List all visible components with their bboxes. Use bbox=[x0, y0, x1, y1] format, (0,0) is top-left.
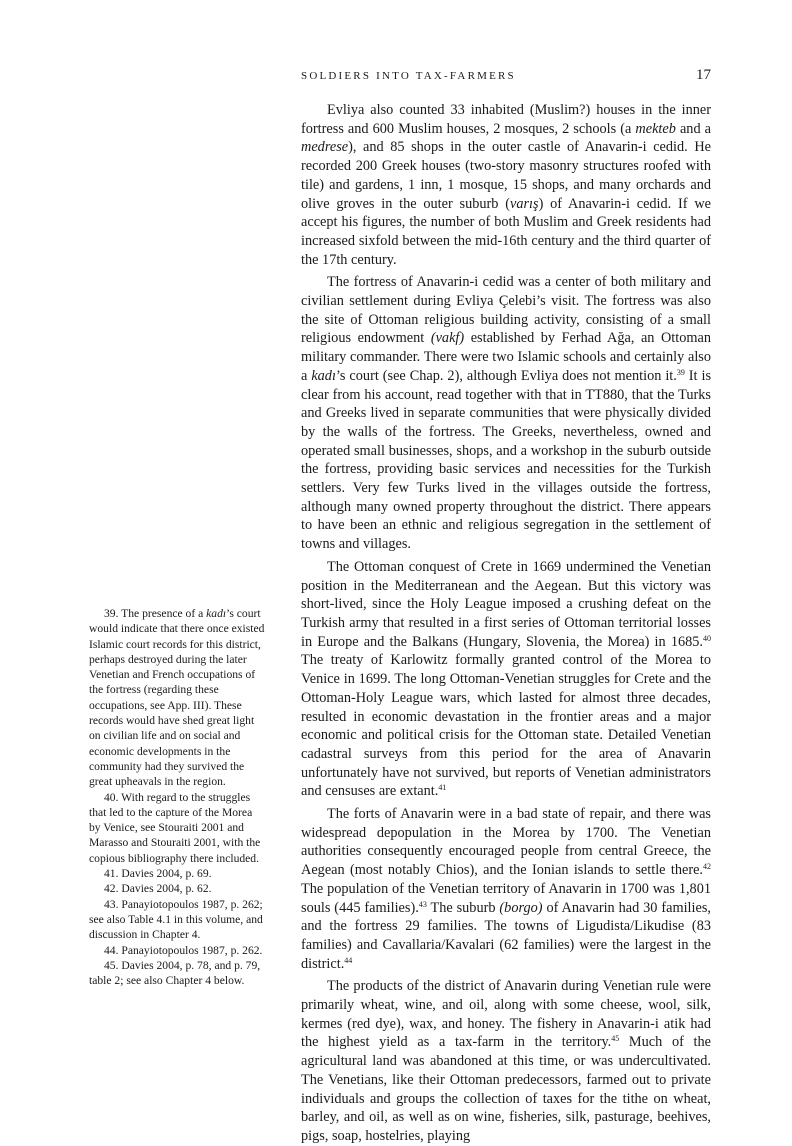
page-number: 17 bbox=[696, 67, 711, 83]
text-run: Evliya also counted 33 inhabited (Muslim?) houses in the inner fortress and 600 Muslim houses, 2 mosques, 2 schools (a bbox=[301, 102, 711, 137]
italic-term: kadı bbox=[311, 367, 336, 384]
body-paragraph bbox=[301, 273, 711, 554]
footnote-ref: 45 bbox=[611, 1034, 620, 1044]
text-run: of Anavarin had 30 families, and the fortress 29 families. The towns of Ligudista/Likudise (83 families) and Cavallaria/Kavalari (62 families) were the largest in the district. bbox=[301, 899, 711, 972]
text-run: 40. With regard to the struggles that led to the capture of the Morea by Venice, see Stouraiti 2001 and Marasso and Stouraiti 2001, with the copious bibliography there included. bbox=[89, 790, 261, 865]
footnote bbox=[89, 881, 265, 896]
text-run: ), and 85 shops in the outer castle of Anavarin-i cedid. He recorded 200 Greek houses (two-story masonry structures roofed with tile) and gardens, 1 inn, 1 mosque, 15 shops, and many orchards and olive groves in the outer suburb ( bbox=[301, 139, 711, 212]
italic-term: (borgo) bbox=[499, 899, 543, 916]
body-paragraph bbox=[301, 101, 711, 269]
footnote bbox=[89, 958, 265, 989]
text-run: 39. The presence of a bbox=[104, 607, 207, 620]
italic-term: varış bbox=[509, 195, 539, 212]
text-run: The products of the district of Anavarin during Venetian rule were primarily wheat, wine, and oil, along with some cheese, wool, silk, kermes (red dye), wax, and honey. The fishery in Anavarin-i atik had the highest yield as a tax-farm in the territory. bbox=[301, 978, 711, 1051]
text-run: established by Ferhad Ağa, an Ottoman military commander. There were two Islamic schools and certainly also a bbox=[301, 330, 711, 384]
italic-term: kadı bbox=[206, 607, 227, 620]
footnote bbox=[89, 866, 265, 881]
text-run: 44. Panayiotopoulos 1987, p. 262. bbox=[104, 943, 263, 957]
text-run: It is clear from his account, read together with that in TT880, that the Turks and Greeks lived in separate communities that were physically divided by the walls of the fortress. The Greeks, nevertheless, owned and operated small businesses, shops, and a workshop in the suburb outside the fortress, providing basic services and necessities for the Turkish settlers. Very few Turks lived in the villages outside the fortress, although many owned property throughout the district. There appears to have been an ethnic and religious segregation in the settlement of towns and villages. bbox=[301, 367, 712, 553]
body-paragraph bbox=[301, 805, 711, 973]
text-run: 41. Davies 2004, p. 69. bbox=[104, 867, 212, 881]
footnote bbox=[89, 943, 265, 958]
text-run: The Ottoman conquest of Crete in 1669 undermined the Venetian position in the Mediterranean and the Aegean. But this victory was short-lived, since the Holy League imposed a crushing defeat on the Turkish army that resulted in a first series of Ottoman territorial losses in Europe and the Balkans (Hungary, Slovenia, the Morea) in 1685. bbox=[301, 558, 711, 650]
footnote-ref: 40 bbox=[703, 633, 711, 643]
text-run: ’s court (see Chap. 2), although Evliya does not mention it. bbox=[335, 367, 677, 384]
text-run: 43. Panayiotopoulos 1987, p. 262; see also Table 4.1 in this volume, and discussion in Chapter 4. bbox=[89, 897, 263, 942]
body-paragraph bbox=[301, 977, 711, 1145]
italic-term: mekteb bbox=[635, 120, 676, 137]
italic-term: (vakf) bbox=[430, 330, 465, 347]
footnote-ref: 39 bbox=[676, 367, 685, 377]
footnote-ref: 41 bbox=[438, 783, 447, 793]
text-run: The treaty of Karlowitz formally granted control of the Morea to Venice in 1699. The long Ottoman-Venetian struggles for Crete and the Ottoman-Holy League wars, which lasted for almost three decades, resulted in economic devastation in the frontier areas and a major economic and political crisis for the Ottoman state. Detailed Venetian cadastral surveys from this period for the area of Anavarin unfortunately have not survived, but reports of Venetian administrators and censuses are extant. bbox=[301, 652, 711, 800]
main-text-column bbox=[301, 101, 711, 1146]
footnote bbox=[89, 606, 265, 790]
text-run: The suburb bbox=[426, 899, 500, 916]
footnote-ref: 44 bbox=[344, 955, 353, 965]
text-run: ) of Anavarin-i cedid. If we accept his figures, the number of both Muslim and Greek residents had increased sixfold between the mid-16th century and the third quarter of the 17th century. bbox=[301, 195, 711, 268]
running-head bbox=[301, 67, 711, 90]
running-head-title: SOLDIERS INTO TAX-FARMERS bbox=[301, 70, 516, 82]
text-run: 42. Davies 2004, p. 62. bbox=[104, 882, 212, 896]
text-run: The forts of Anavarin were in a bad state of repair, and there was widespread depopulation in the Morea by 1700. The Venetian authorities consequently encouraged people from central Greece, the Aegean (most notably Chios), and the Ionian islands to settle there. bbox=[301, 806, 711, 879]
footnote-ref: 42 bbox=[703, 862, 711, 872]
text-run: The fortress of Anavarin-i cedid was a center of both military and civilian settlement during Evliya Çelebi’s visit. The fortress was also the site of Ottoman religious building activity, consisting of a small religious endowment bbox=[301, 274, 711, 347]
italic-term: medrese bbox=[301, 139, 349, 156]
text-run: The population of the Venetian territory of Anavarin in 1700 was 1,801 souls (445 families). bbox=[301, 880, 711, 916]
body-paragraph bbox=[301, 558, 711, 801]
text-run: Much of the agricultural land was abandoned at this time, or was undercultivated. The Venetians, like their Ottoman predecessors, farmed out to private individuals and groups the collection of taxes for the tithe on wheat, barley, and oil, as well as on wine, fisheries, silk, pasturage, beehives, pigs, soap, hostelries, playing bbox=[301, 1034, 712, 1144]
text-run: and a bbox=[675, 120, 711, 137]
text-run: ’s court would indicate that there once existed Islamic court records for this district, perhaps destroyed during the later Venetian and French occupations of the fortress (regarding these occupations, see App. III). These records would have shed great light on civilian life and on social and economic developments in the community had they survived the great upheavals in the region. bbox=[89, 607, 265, 789]
footnotes-column bbox=[89, 606, 265, 988]
footnote-ref: 43 bbox=[418, 899, 427, 909]
text-run: 45. Davies 2004, p. 78, and p. 79, table 2; see also Chapter 4 below. bbox=[89, 958, 261, 988]
footnote bbox=[89, 790, 265, 866]
footnote bbox=[89, 897, 265, 943]
